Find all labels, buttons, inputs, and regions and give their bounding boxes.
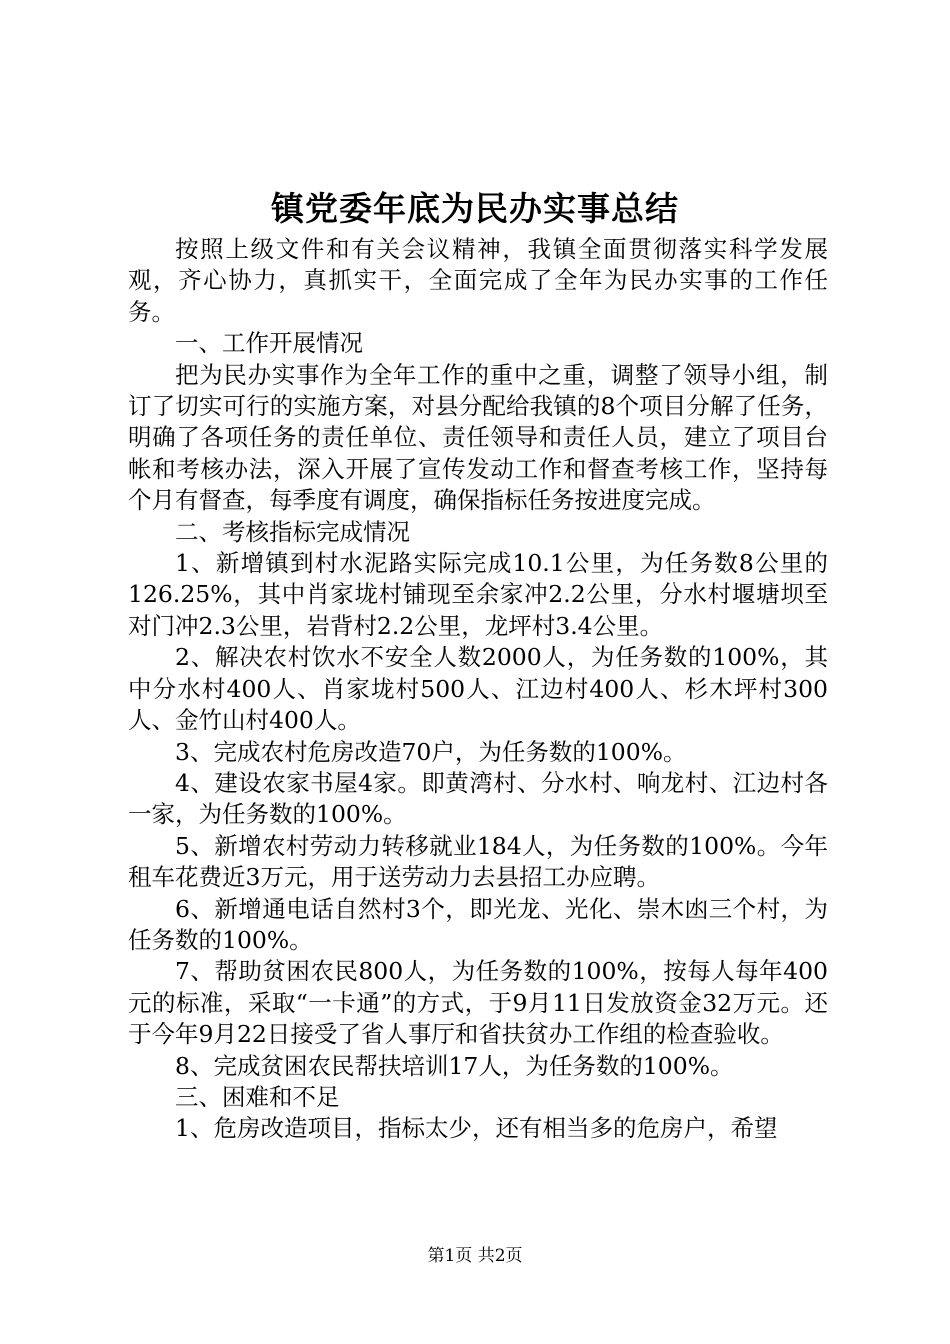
indicator-item-6: 6、新增通电话自然村3个，即光龙、光化、崇木凼三个村，为任务数的100%。 — [128, 894, 828, 954]
indicator-item-7: 7、帮助贫困农民800人，为任务数的100%，按每人每年400元的标准，采取“一卡通”的方式，于9月11日发放资金32万元。还于今年9月22日接受了省人事厅和省扶贫办工作组的检查验收。 — [128, 957, 828, 1049]
document-body — [128, 234, 828, 1145]
indicator-item-8: 8、完成贫困农民帮扶培训17人，为任务数的100%。 — [175, 1051, 734, 1080]
indicator-item-2: 2、解决农村饮水不安全人数2000人，为任务数的100%，其中分水村400人、肖家垅村500人、江边村400人、杉木坪村300人、金竹山村400人。 — [128, 643, 828, 735]
document-title: 镇党委年底为民办实事总结 — [271, 189, 679, 228]
section-1-paragraph: 把为民办实事作为全年工作的重中之重，调整了领导小组，制订了切实可行的实施方案，对县分配给我镇的8个项目分解了任务，明确了各项任务的责任单位、责任领导和责任人员，建立了项目台帐和考核办法，深入开展了宣传发动工作和督查考核工作，坚持每个月有督查，每季度有调度，确保指标任务按进度完成。 — [128, 360, 828, 515]
section-1-heading: 一、工作开展情况 — [175, 329, 363, 358]
indicator-item-1: 1、新增镇到村水泥路实际完成10.1公里，为任务数8公里的126.25%，其中肖家垅村铺现至余家冲2.2公里，分水村堰塘坝至对门冲2.3公里，岩背村2.2公里，龙坪村3.4公里。 — [128, 549, 828, 640]
difficulty-item-1: 1、危房改造项目，指标太少，还有相当多的危房户，希望 — [175, 1114, 778, 1143]
intro-paragraph: 按照上级文件和有关会议精神，我镇全面贯彻落实科学发展观，齐心协力，真抓实干，全面完成了全年为民办实事的工作任务。 — [128, 235, 828, 326]
section-2-heading: 二、考核指标完成情况 — [175, 517, 410, 546]
indicator-item-4: 4、建设农家书屋4家。即黄湾村、分水村、响龙村、江边村各一家，为任务数的100%。 — [128, 768, 828, 829]
indicator-item-3: 3、完成农村危房改造70户，为任务数的100%。 — [175, 737, 687, 766]
indicator-item-5: 5、新增农村劳动力转移就业184人，为任务数的100%。今年租车花费近3万元，用于送劳动力去县招工办应聘。 — [128, 831, 828, 892]
section-3-heading: 三、困难和不足 — [175, 1082, 340, 1111]
page-number-footer: 第1页 共2页 — [427, 1246, 523, 1266]
